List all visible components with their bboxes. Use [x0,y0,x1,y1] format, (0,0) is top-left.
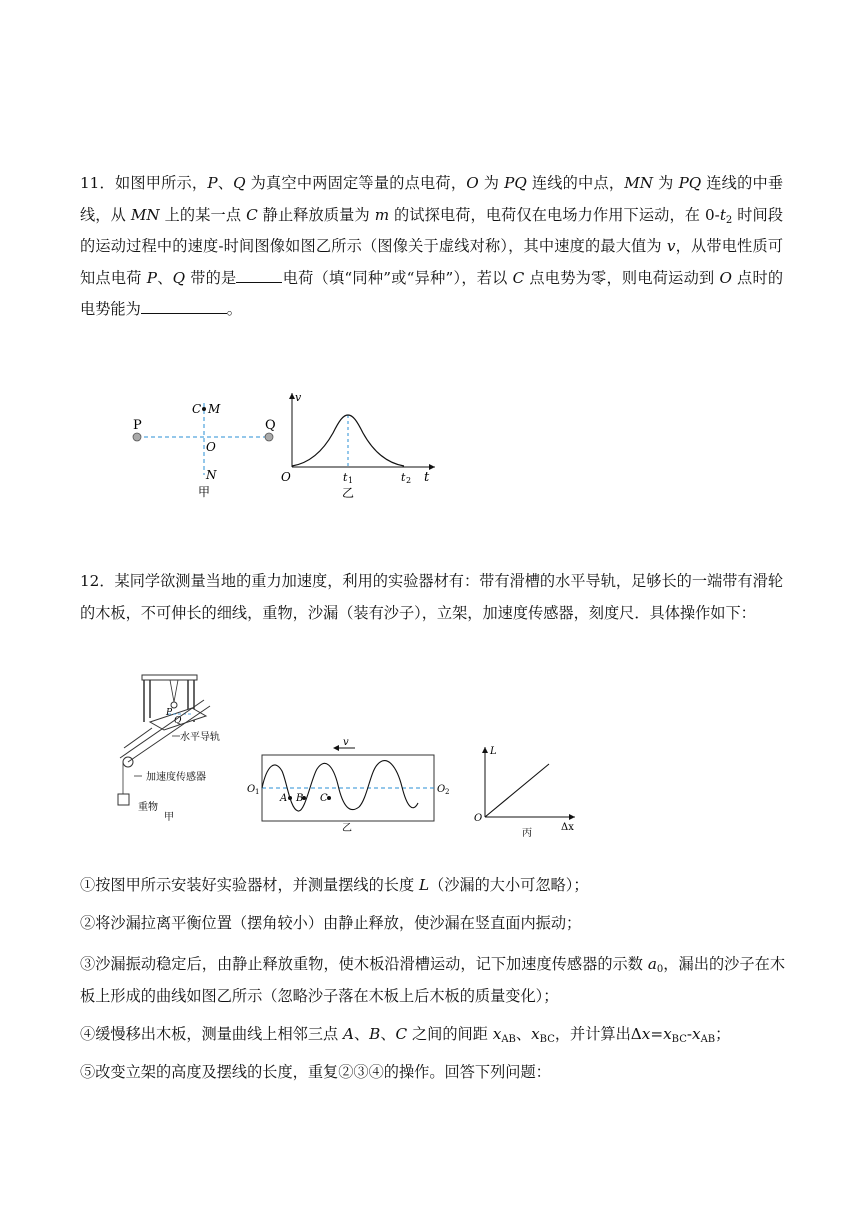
label-jia-12: 甲 [164,812,174,823]
q11-var: P [207,174,218,192]
q11-text: 电荷（填“同种”或“异种”），若以 [282,268,513,287]
step-var: x [663,1025,672,1043]
step-text: 之间的间距 [407,1025,493,1043]
label-bing: 丙 [522,828,532,837]
label-p: P [133,418,142,433]
label-c: C [192,402,202,416]
l-axis-arrow [482,747,488,753]
step-var: x [531,1025,540,1043]
label-t-axis: t [424,470,430,485]
label-q-apparatus: Q [174,716,182,726]
pendulum-string [170,680,174,702]
label-origin-bing: O [474,813,483,824]
step-var: x [492,1025,502,1043]
step-text: ①按图甲所示安装好实验器材，并测量摆线的长度 [80,876,419,894]
label-t1: t [343,471,348,484]
q11-text: 上的某一点 [159,205,247,224]
label-o1-sub: 1 [255,788,260,796]
label-c-trace: C [320,793,328,804]
label-sensor: 加速度传感器 [146,772,206,783]
label-o: O [206,440,216,454]
rail-edge [120,700,204,758]
label-yi: 乙 [342,486,355,500]
step-var: A [343,1025,354,1043]
q11-var: PQ [678,174,702,192]
label-n: N [206,468,217,482]
q11-text: 的试探电荷，电荷仅在电场力作用下运动，在 0- [389,205,720,224]
label-origin: O [281,470,291,484]
label-a: A [280,793,288,804]
figure-11-yi-graph [275,385,445,503]
q12-number: 12． [80,572,115,590]
figure-12-yi [245,737,460,833]
q12-text: 某同学欲测量当地的重力加速度，利用的实验器材有：带有滑槽的水平导轨，足够长的一端带有滑轮的木板，不可伸长的细线，重物，沙漏（装有沙子），立架，加速度传感器，刻度尺．具体操作如下： [80,572,784,622]
q11-var: Q [172,268,186,287]
label-v: v [343,737,349,748]
step-text: ，并计算出Δ [554,1025,642,1043]
step-var: B [369,1025,381,1043]
label-p-apparatus: P [166,708,173,718]
q11-text: 为真空中两固定等量的点电荷， [245,174,467,192]
label-o2-sub: 2 [445,788,450,796]
step-text: ②将沙漏拉离平衡位置（摆角较小）由静止释放，使沙漏在竖直面内振动； [80,914,582,932]
label-q: Q [265,418,276,433]
pendulum-string [174,680,178,702]
question-12 [80,566,783,629]
answer-blank-1[interactable] [236,268,282,283]
step-1 [80,870,785,902]
step-text: 、 [515,1025,532,1043]
label-o1: O [247,784,256,795]
label-rail: 水平导轨 [180,732,220,743]
dx-axis-arrow [569,814,575,820]
step-text: - [686,1025,692,1043]
step-3 [80,949,785,1012]
q11-text: 时间段的运动过程中的速度-时间图像如图乙所示（图像关于虚线对称），其中速度的最大值为 [80,205,784,255]
q11-var: C [512,268,525,287]
q11-text: 为 [653,174,679,192]
step-text: 、 [353,1025,370,1043]
label-weight: 重物 [138,802,158,813]
figure-12-bing [470,742,585,837]
figure-12-jia [110,670,250,825]
answer-blank-2[interactable] [141,299,227,314]
label-jia: 甲 [198,485,211,499]
l-dx-line [485,764,549,817]
question-11 [80,168,783,326]
step-sub: AB [501,1034,516,1045]
q11-var: MN [624,174,654,192]
q11-var: v [666,237,676,255]
step-2 [80,908,785,940]
step-sub: BC [539,1034,555,1045]
q11-sub: 2 [725,214,733,226]
label-t2-sub: 2 [406,476,412,485]
q11-var: Q [233,174,246,192]
q11-var: PQ [504,174,527,192]
label-t1-sub: 1 [348,476,354,485]
step-var: C [395,1025,408,1043]
step-4 [80,1019,785,1051]
t-axis-arrow [429,464,435,470]
q11-text: 静止释放质量为 [257,205,375,224]
stand-top [142,675,197,680]
charge-p [133,433,141,441]
q11-text: 、 [157,268,173,287]
step-sub: BC [671,1034,687,1045]
step-text: ，漏出的沙子在木板上形成的曲线如图乙所示（忽略沙子落在木板上后木板的质量变化）； [80,955,786,1005]
step-var: L [418,876,430,894]
q11-text: 、 [217,174,234,192]
step-text: （沙漏的大小可忽略）； [429,876,589,894]
step-text: ③沙漏振动稳定后，由静止释放重物，使木板沿滑槽运动，记下加速度传感器的示数 [80,955,648,973]
q11-number: 11． [80,174,115,192]
point-a [288,796,292,800]
step-var: x [641,1025,651,1043]
q11-var: O [466,174,479,192]
weight-block [118,794,129,805]
label-dx: Δx [561,822,574,833]
step-sub: AB [700,1034,716,1045]
step-sub: 0 [656,964,664,975]
label-b: B [296,793,304,804]
label-t2: t [401,471,406,484]
q11-var: C [246,205,258,224]
step-5 [80,1057,785,1089]
q11-var: MN [130,205,160,224]
q11-text: 点电势为零，则电荷运动到 [524,268,720,287]
q11-text: 。 [226,300,242,318]
velocity-arrowhead [333,745,339,751]
q11-text: 点时的电势能为 [80,268,784,318]
label-yi-12: 乙 [342,823,352,833]
charge-q [265,433,273,441]
q11-var: O [719,268,732,287]
label-o2: O [437,784,446,795]
step-text: = [650,1025,664,1043]
label-v-axis: v [295,391,302,404]
q11-text: 为 [478,174,505,192]
q11-text: ，从带电性质可知点电荷 [80,237,784,287]
step-var: a [647,955,657,973]
q11-text: 连线的中点， [526,174,625,192]
step-text: ④缓慢移出木板，测量曲线上相邻三点 [80,1025,344,1043]
step-var: x [691,1025,701,1043]
step-text: 、 [380,1025,396,1043]
q11-text: 连线的中垂线，从 [80,174,784,224]
q11-text: 如图甲所示， [114,174,208,192]
q11-var: P [146,268,157,287]
step-text: ⑤改变立架的高度及摆线的长度，重复②③④的操作。回答下列问题： [80,1063,551,1081]
label-m: M [208,402,221,416]
step-text: ； [715,1025,731,1043]
q11-var: m [374,205,390,224]
q11-text: 带的是 [185,268,237,287]
point-c [202,407,206,411]
figure-11-jia [120,395,280,505]
label-l: L [490,746,497,757]
q11-var: t [719,205,726,224]
